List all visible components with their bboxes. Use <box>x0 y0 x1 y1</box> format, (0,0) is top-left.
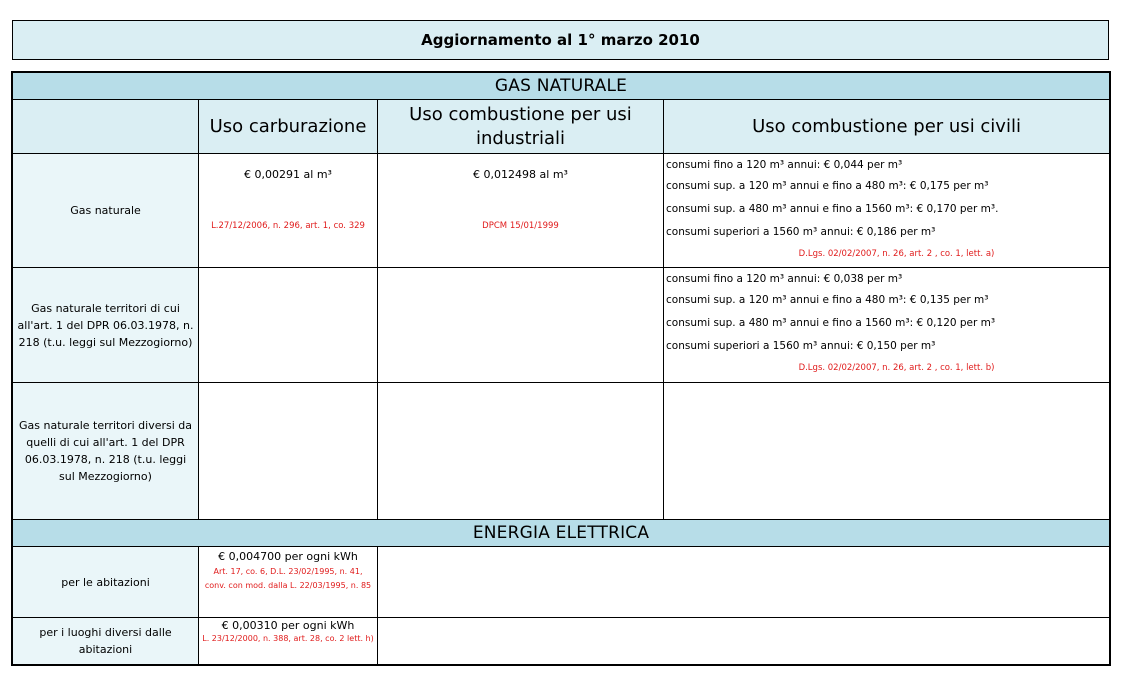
tax-rates-table <box>12 72 1110 665</box>
civili-line: consumi fino a 120 m³ annui: € 0,038 per m³ <box>666 273 903 285</box>
industriali-reference: DPCM 15/01/1999 <box>482 221 559 231</box>
col-header-carburazione: Uso carburazione <box>199 100 378 154</box>
table-row <box>13 383 1110 520</box>
civili-line: consumi sup. a 480 m³ annui e fino a 1560 m³: € 0,170 per m³. <box>666 203 999 215</box>
update-date-header <box>12 20 1109 60</box>
energia-value-cell <box>199 618 378 665</box>
civili-line: consumi sup. a 480 m³ annui e fino a 1560 m³: € 0,120 per m³ <box>666 317 996 329</box>
carburazione-reference: L.27/12/2006, n. 296, art. 1, co. 329 <box>211 221 365 231</box>
col-header-industriali: Uso combustione per usi industriali <box>378 100 664 154</box>
civili-cell <box>664 154 1110 268</box>
empty-cell <box>378 547 1110 618</box>
energia-value-cell <box>199 547 378 618</box>
civili-line: consumi superiori a 1560 m³ annui: € 0,186 per m³ <box>666 226 936 238</box>
energia-reference: Art. 17, co. 6, D.L. 23/02/1995, n. 41, conv. con mod. dalla L. 22/03/1995, n. 85 <box>204 567 372 590</box>
gas-section-title: GAS NATURALE <box>13 73 1110 100</box>
civili-cell <box>664 383 1110 520</box>
row-label: Gas naturale territori di cui all'art. 1 del DPR 06.03.1978, n. 218 (t.u. leggi sul Mezzogiorno) <box>13 268 199 383</box>
civili-line: consumi sup. a 120 m³ annui e fino a 480 m³: € 0,135 per m³ <box>666 294 989 306</box>
civili-reference: D.Lgs. 02/02/2007, n. 26, art. 2 , co. 1, lett. b) <box>798 363 995 373</box>
energia-value: € 0,00310 per ogni kWh <box>221 619 355 632</box>
industriali-cell <box>378 383 664 520</box>
table-row <box>13 154 1110 268</box>
update-date-title: Aggiornamento al 1° marzo 2010 <box>421 31 700 49</box>
industriali-cell <box>378 268 664 383</box>
energia-reference: L. 23/12/2000, n. 388, art. 28, co. 2 lett. h) <box>202 634 374 643</box>
civili-line: consumi sup. a 120 m³ annui e fino a 480 m³: € 0,175 per m³ <box>666 180 989 192</box>
empty-cell <box>378 618 1110 665</box>
energia-value: € 0,004700 per ogni kWh <box>218 550 358 563</box>
row-label: Gas naturale <box>13 154 199 268</box>
carburazione-cell <box>199 268 378 383</box>
empty-header-cell <box>13 100 199 154</box>
table-row <box>13 618 1110 665</box>
civili-line: consumi superiori a 1560 m³ annui: € 0,150 per m³ <box>666 340 936 352</box>
carburazione-cell <box>199 154 378 268</box>
industriali-value: € 0,012498 al m³ <box>473 168 568 181</box>
civili-reference: D.Lgs. 02/02/2007, n. 26, art. 2 , co. 1, lett. a) <box>798 249 995 259</box>
carburazione-value: € 0,00291 al m³ <box>244 168 332 181</box>
energia-section-title: ENERGIA ELETTRICA <box>13 520 1110 547</box>
row-label: per i luoghi diversi dalle abitazioni <box>13 618 199 665</box>
row-label: Gas naturale territori diversi da quelli di cui all'art. 1 del DPR 06.03.1978, n. 218 (t.u. leggi sul Mezzogiorno) <box>13 383 199 520</box>
civili-line: consumi fino a 120 m³ annui: € 0,044 per m³ <box>666 159 903 171</box>
civili-cell <box>664 268 1110 383</box>
col-header-civili: Uso combustione per usi civili <box>664 100 1110 154</box>
row-label: per le abitazioni <box>13 547 199 618</box>
carburazione-cell <box>199 383 378 520</box>
table-row <box>13 268 1110 383</box>
industriali-cell <box>378 154 664 268</box>
table-row <box>13 547 1110 618</box>
